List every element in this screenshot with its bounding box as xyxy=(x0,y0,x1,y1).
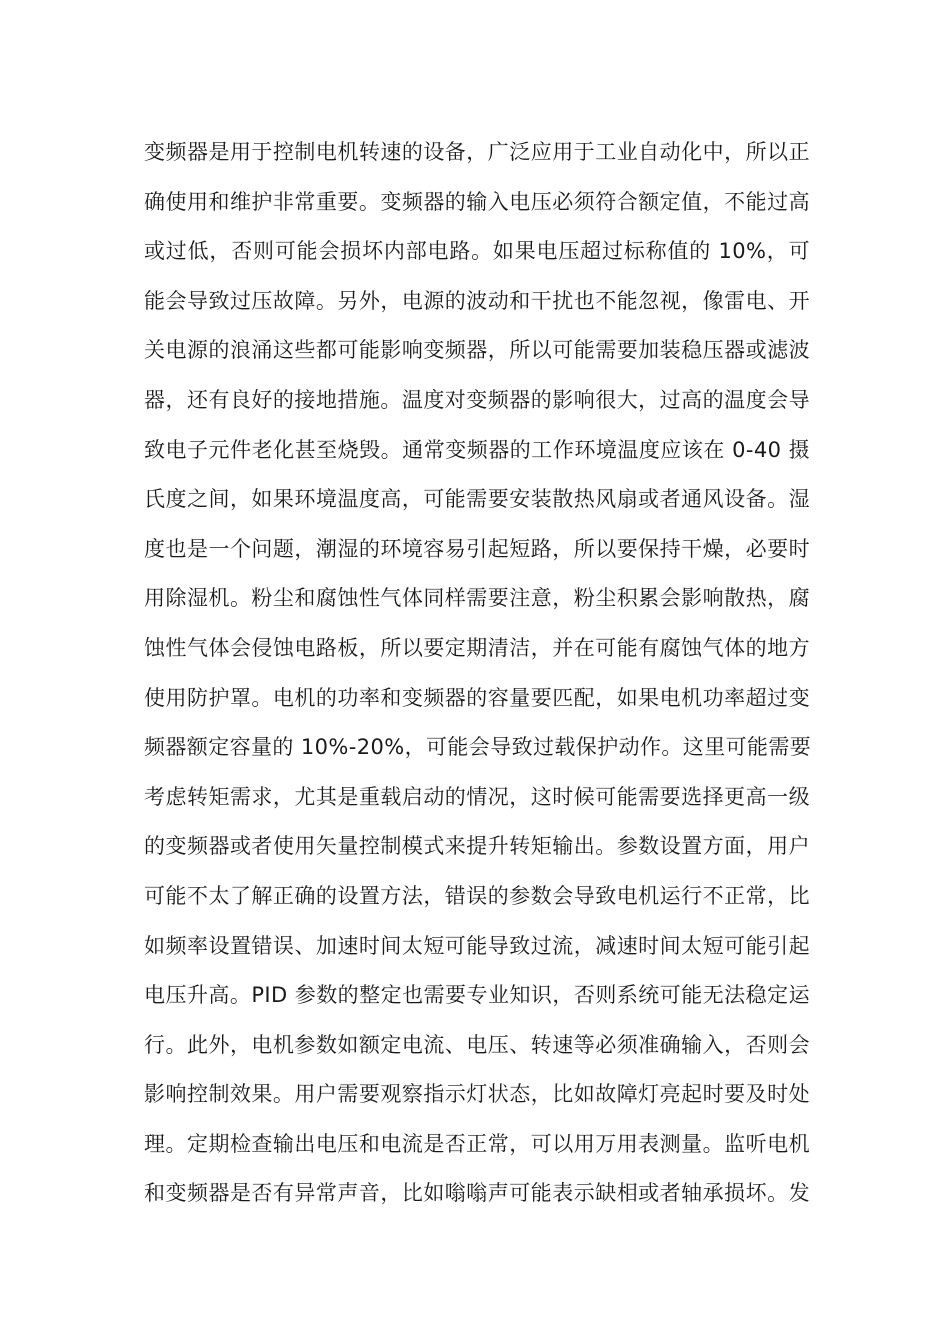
text-line: 氏度之间，如果环境温度高，可能需要安装散热风扇或者通风设备。湿 xyxy=(144,487,810,512)
text-line: 考虑转矩需求，尤其是重载启动的情况，这时候可能需要选择更高一级 xyxy=(144,784,810,809)
text-line: 影响控制效果。用户需要观察指示灯状态，比如故障灯亮起时要及时处 xyxy=(144,1082,810,1107)
text-line: 能会导致过压故障。另外，电源的波动和干扰也不能忽视，像雷电、开 xyxy=(144,288,810,313)
text-line: 可能不太了解正确的设置方法，错误的参数会导致电机运行不正常，比 xyxy=(144,883,810,908)
text-line: 的变频器或者使用矢量控制模式来提升转矩输出。参数设置方面，用户 xyxy=(144,834,810,859)
text-line: 如频率设置错误、加速时间太短可能导致过流，减速时间太短可能引起 xyxy=(144,933,810,958)
body-paragraph xyxy=(144,128,810,1219)
text-line: 关电源的浪涌这些都可能影响变频器，所以可能需要加装稳压器或滤波 xyxy=(144,338,810,363)
text-line: 致电子元件老化甚至烧毁。通常变频器的工作环境温度应该在 0-40 摄 xyxy=(144,437,810,462)
text-line: 理。定期检查输出电压和电流是否正常，可以用万用表测量。监听电机 xyxy=(144,1131,810,1156)
text-line: 蚀性气体会侵蚀电路板，所以要定期清洁，并在可能有腐蚀气体的地方 xyxy=(144,635,810,660)
text-line: 用除湿机。粉尘和腐蚀性气体同样需要注意，粉尘积累会影响散热，腐 xyxy=(144,586,810,611)
text-line: 变频器是用于控制电机转速的设备，广泛应用于工业自动化中，所以正 xyxy=(144,140,810,164)
text-line: 使用防护罩。电机的功率和变频器的容量要匹配，如果电机功率超过变 xyxy=(144,685,810,710)
text-line: 电压升高。PID 参数的整定也需要专业知识，否则系统可能无法稳定运 xyxy=(144,983,810,1008)
text-line: 和变频器是否有异常声音，比如嗡嗡声可能表示缺相或者轴承损坏。发 xyxy=(144,1181,810,1206)
text-line: 频器额定容量的 10%-20%，可能会导致过载保护动作。这里可能需要 xyxy=(144,735,812,760)
text-line: 或过低，否则可能会损坏内部电路。如果电压超过标称值的 10%，可 xyxy=(144,239,810,264)
text-line: 器，还有良好的接地措施。温度对变频器的影响很大，过高的温度会导 xyxy=(144,387,810,412)
text-line: 度也是一个问题，潮湿的环境容易引起短路，所以要保持干燥，必要时 xyxy=(144,536,810,561)
text-line: 确使用和维护非常重要。变频器的输入电压必须符合额定值，不能过高 xyxy=(144,189,810,214)
text-line: 行。此外，电机参数如额定电流、电压、转速等必须准确输入，否则会 xyxy=(144,1032,810,1057)
